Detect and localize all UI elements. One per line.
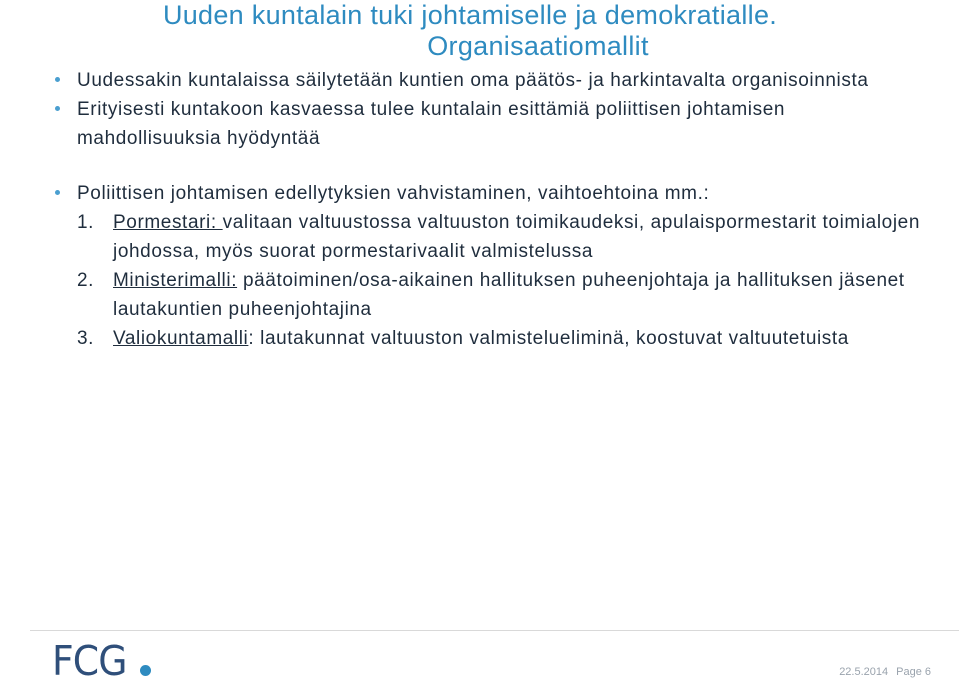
slide-body xyxy=(55,66,935,353)
model-description: päätoiminen/osa-aikainen hallituksen puheenjohtaja ja hallituksen jäsenet lautakuntien puheenjohtajina xyxy=(113,270,905,320)
title-line-1: Uuden kuntalain tuki johtamiselle ja demokratialle. xyxy=(162,0,778,30)
footer-divider xyxy=(30,630,959,631)
model-term: Valiokuntamalli xyxy=(113,328,249,349)
bullet-text: Poliittisen johtamisen edellytyksien vahvistaminen, vaihtoehtoina mm.: xyxy=(77,183,710,204)
slide-title xyxy=(138,0,938,62)
model-term: Ministerimalli: xyxy=(113,270,238,291)
model-description: : lautakunnat valtuuston valmistelueliminä, koostuvat valtuutetuista xyxy=(248,328,849,349)
bullet-dot-icon xyxy=(55,77,60,82)
item-number: 2. xyxy=(77,270,95,291)
bullet-text: Erityisesti kuntakoon kasvaessa tulee kuntalain esittämiä poliittisen johtamisen mahdollisuuksia hyödyntää xyxy=(77,99,786,149)
logo-dot-icon xyxy=(140,665,151,676)
model-description: valitaan valtuustossa valtuuston toimikaudeksi, apulaispormestarit toimialojen johdossa, myös suorat pormestarivaalit valmistelussa xyxy=(113,212,920,262)
bullet-item xyxy=(55,179,935,208)
bullet-dot-icon xyxy=(55,190,60,195)
numbered-item xyxy=(55,324,935,353)
logo-text: FCG xyxy=(52,637,127,685)
bullet-item xyxy=(55,66,935,95)
title-line-2: Organisaatiomallit xyxy=(427,31,649,61)
bullet-dot-icon xyxy=(55,106,60,111)
item-number: 1. xyxy=(77,212,95,233)
numbered-item xyxy=(55,208,935,266)
model-term: Pormestari: xyxy=(113,212,223,233)
bullet-text: Uudessakin kuntalaissa säilytetään kuntien oma päätös- ja harkintavalta organisoinnista xyxy=(77,70,869,91)
numbered-item xyxy=(55,266,935,324)
footer-date: 22.5.2014 xyxy=(839,666,889,678)
item-number: 3. xyxy=(77,328,95,349)
page-number: Page 6 xyxy=(896,666,931,678)
footer-meta xyxy=(839,666,931,678)
bullet-item xyxy=(55,95,935,153)
fcg-logo xyxy=(52,637,133,685)
